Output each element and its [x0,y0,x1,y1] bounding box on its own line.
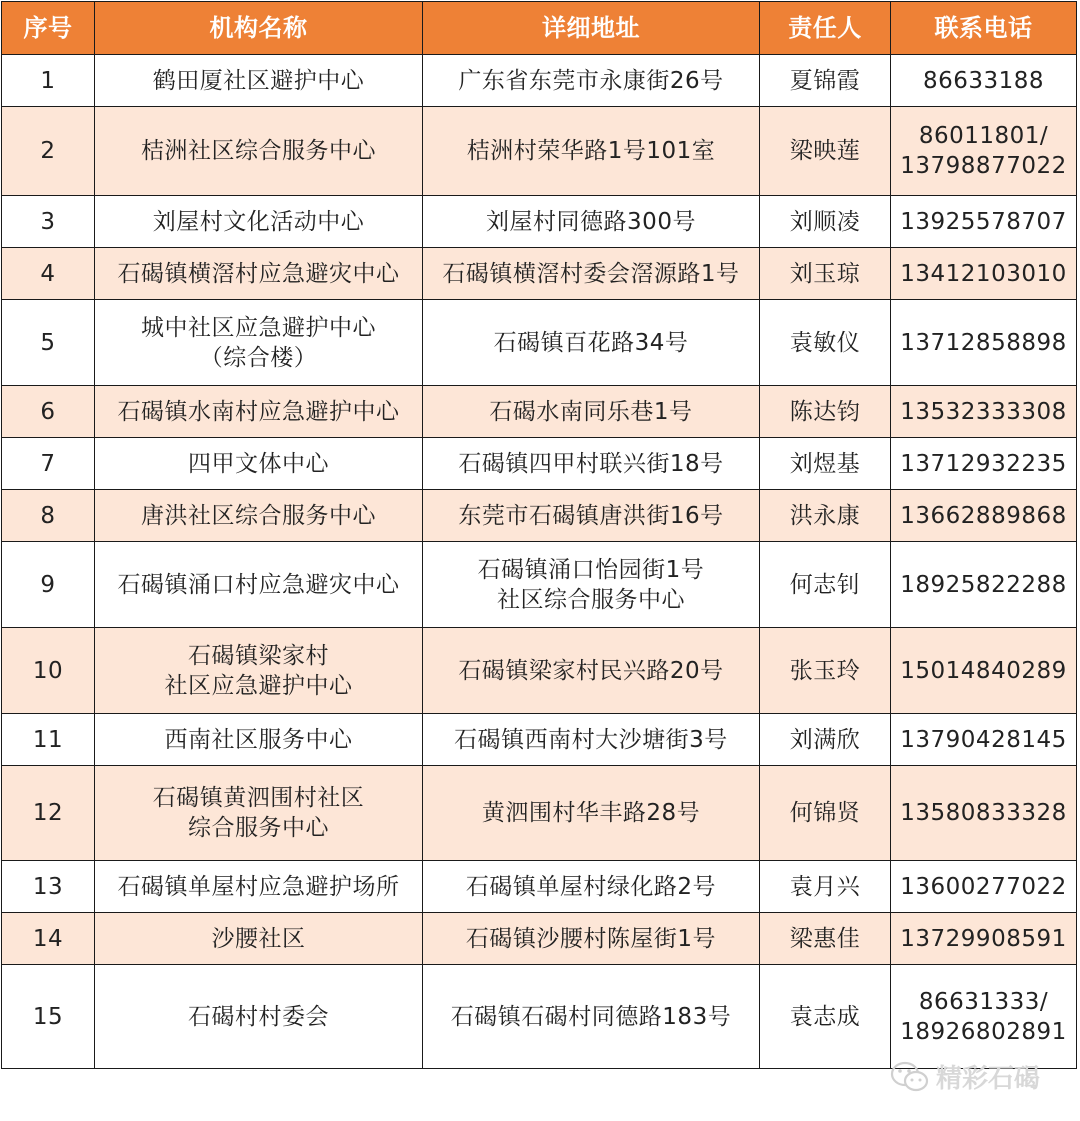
cell-no: 8 [2,490,95,542]
cell-person: 陈达钧 [760,386,891,438]
header-address: 详细地址 [423,2,760,55]
cell-phone: 86633188 [891,55,1077,107]
cell-name: 石碣镇横滘村应急避灾中心 [95,248,423,300]
cell-no: 5 [2,300,95,386]
header-name: 机构名称 [95,2,423,55]
cell-phone: 86011801/ 13798877022 [891,107,1077,196]
cell-person: 刘煜基 [760,438,891,490]
header-phone: 联系电话 [891,2,1077,55]
cell-person: 梁惠佳 [760,913,891,965]
cell-phone: 13790428145 [891,714,1077,766]
table-row [2,913,1077,965]
cell-phone: 15014840289 [891,628,1077,714]
watermark [890,1058,1040,1095]
cell-person: 刘满欣 [760,714,891,766]
cell-person: 刘玉琼 [760,248,891,300]
cell-phone: 13662889868 [891,490,1077,542]
cell-phone: 86631333/ 18926802891 [891,965,1077,1069]
cell-no: 4 [2,248,95,300]
cell-address: 石碣镇百花路34号 [423,300,760,386]
cell-address: 桔洲村荣华路1号101室 [423,107,760,196]
cell-phone: 13580833328 [891,766,1077,861]
table-header-row [2,2,1077,55]
cell-person: 张玉玲 [760,628,891,714]
cell-address: 广东省东莞市永康街26号 [423,55,760,107]
cell-address: 石碣镇梁家村民兴路20号 [423,628,760,714]
cell-address: 石碣镇西南村大沙塘街3号 [423,714,760,766]
cell-person: 何志钊 [760,542,891,628]
cell-name: 石碣镇黄泗围村社区 综合服务中心 [95,766,423,861]
cell-no: 10 [2,628,95,714]
table-row [2,438,1077,490]
header-no: 序号 [2,2,95,55]
cell-person: 梁映莲 [760,107,891,196]
table-row [2,196,1077,248]
cell-phone: 13712858898 [891,300,1077,386]
cell-phone: 13925578707 [891,196,1077,248]
cell-person: 何锦贤 [760,766,891,861]
cell-name: 石碣镇梁家村 社区应急避护中心 [95,628,423,714]
cell-name: 西南社区服务中心 [95,714,423,766]
cell-name: 石碣村村委会 [95,965,423,1069]
cell-name: 桔洲社区综合服务中心 [95,107,423,196]
table-row [2,542,1077,628]
cell-address: 石碣镇石碣村同德路183号 [423,965,760,1069]
cell-address: 石碣水南同乐巷1号 [423,386,760,438]
table-row [2,386,1077,438]
cell-name: 沙腰社区 [95,913,423,965]
cell-address: 石碣镇单屋村绿化路2号 [423,861,760,913]
cell-no: 11 [2,714,95,766]
table-row [2,861,1077,913]
cell-no: 12 [2,766,95,861]
cell-person: 刘顺凌 [760,196,891,248]
cell-no: 1 [2,55,95,107]
cell-person: 夏锦霞 [760,55,891,107]
table-row [2,628,1077,714]
cell-address: 石碣镇四甲村联兴街18号 [423,438,760,490]
cell-no: 14 [2,913,95,965]
cell-name: 城中社区应急避护中心 （综合楼） [95,300,423,386]
table-row [2,300,1077,386]
table-row [2,965,1077,1069]
shelter-table [1,1,1077,1069]
cell-person: 袁敏仪 [760,300,891,386]
cell-no: 3 [2,196,95,248]
cell-phone: 13729908591 [891,913,1077,965]
cell-address: 刘屋村同德路300号 [423,196,760,248]
cell-name: 石碣镇涌口村应急避灾中心 [95,542,423,628]
cell-name: 石碣镇水南村应急避护中心 [95,386,423,438]
cell-no: 15 [2,965,95,1069]
cell-phone: 13600277022 [891,861,1077,913]
cell-no: 6 [2,386,95,438]
watermark-text: 精彩石碣 [936,1064,1041,1094]
cell-no: 7 [2,438,95,490]
cell-phone: 13412103010 [891,248,1077,300]
table-row [2,490,1077,542]
cell-address: 石碣镇横滘村委会滘源路1号 [423,248,760,300]
cell-phone: 18925822288 [891,542,1077,628]
cell-name: 石碣镇单屋村应急避护场所 [95,861,423,913]
cell-phone: 13712932235 [891,438,1077,490]
cell-name: 刘屋村文化活动中心 [95,196,423,248]
cell-address: 东莞市石碣镇唐洪街16号 [423,490,760,542]
cell-phone: 13532333308 [891,386,1077,438]
table-row [2,714,1077,766]
table-row [2,248,1077,300]
cell-address: 石碣镇涌口怡园街1号 社区综合服务中心 [423,542,760,628]
cell-no: 2 [2,107,95,196]
cell-person: 袁月兴 [760,861,891,913]
cell-name: 四甲文体中心 [95,438,423,490]
cell-no: 9 [2,542,95,628]
table-row [2,766,1077,861]
cell-name: 鹤田厦社区避护中心 [95,55,423,107]
cell-address: 石碣镇沙腰村陈屋街1号 [423,913,760,965]
header-person: 责任人 [760,2,891,55]
cell-no: 13 [2,861,95,913]
cell-person: 袁志成 [760,965,891,1069]
table-row [2,107,1077,196]
table-row [2,55,1077,107]
cell-name: 唐洪社区综合服务中心 [95,490,423,542]
cell-person: 洪永康 [760,490,891,542]
wechat-icon [890,1061,930,1093]
cell-address: 黄泗围村华丰路28号 [423,766,760,861]
